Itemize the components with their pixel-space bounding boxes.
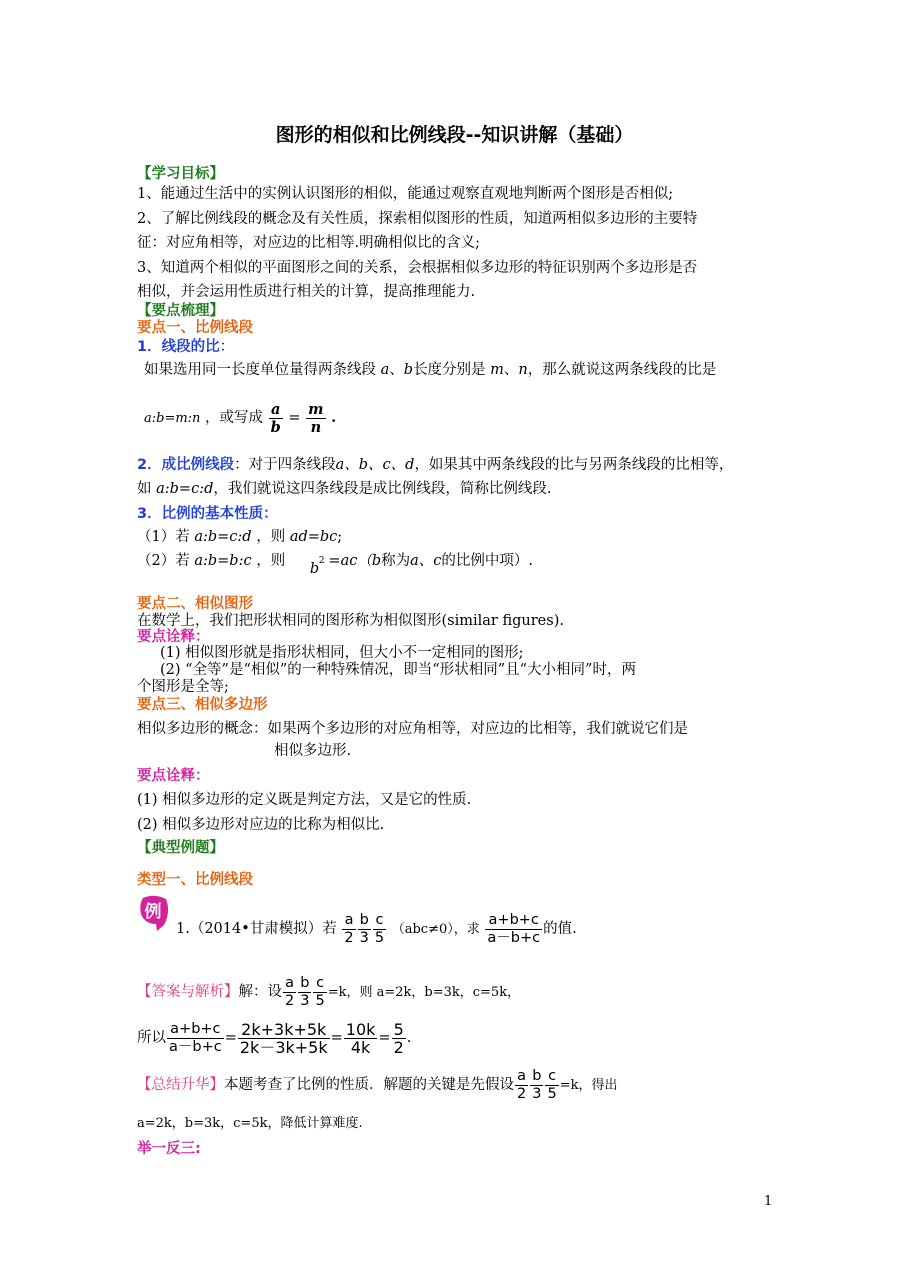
frac-c-5: $\frac{c}{5}$ [374,911,385,946]
point-3-note-2: (2) 相似多边形对应边的比称为相似比. [137,817,385,833]
solution-line: 所以 $\frac{a+b+c}{a-b+c}$ = $\frac{2k+3k+5k}{2k-3k+5k}$ = $\frac{10k}{4k}$ = $\frac{5}{2}$ . [137,1019,412,1057]
section-2-label: 2．成比例线段 [137,457,235,473]
section-1-text [144,360,716,380]
summary-heading: 【要点梳理】 [137,303,224,319]
t: 如 [137,481,152,497]
point-2-note-2b: 个图形是全等; [137,679,229,695]
frac-c-5: $\frac{c}{5}$ [547,1067,557,1102]
juyi-heading: 举一反三: [137,1141,201,1157]
point-2-text: 在数学上，我们把形状相同的图形称为相似图形(similar figures). [137,613,564,629]
t: 、 [389,362,404,378]
frac-a-2: $\frac{a}{2}$ [285,974,295,1009]
var-b: b [403,362,414,378]
point-2-heading: 要点二、相似图形 [137,596,253,612]
property-1: （1）若 a:b=c:d ，则 ad=bc; [137,529,343,545]
section-2-line-1 [137,455,733,475]
answer-label: 【答案与解析】 [137,984,239,1000]
ratio-expr: a:b=c:d [156,481,214,497]
t: ，那么就说这两条线段的比是 [527,362,717,378]
type-1-heading: 类型一、比例线段 [137,872,253,888]
example-badge-label: 例 [144,902,162,922]
example-1-question: 1.（2014•甘肃模拟）若 $\frac{a}{2}$ $\frac{b}{3}$ $\frac{c}{5}$ （abc≠0），求 $\frac{a+b+c}{a-b+c}$ 的值. [176,911,577,946]
section-1-title [137,337,234,357]
section-1-label: 1．线段的比 [137,339,220,355]
goal-2b: 征：对应角相等，对应边的比相等.明确相似比的含义; [137,235,480,251]
t: 对于四条线段 [248,457,336,473]
frac-a-2: $\frac{a}{2}$ [517,1067,527,1102]
summary-line: 【总结升华】本题考查了比例的性质．解题的关键是先假设 $\frac{a}{2}$ $\frac{b}{3}$ $\frac{c}{5}$ =k，得出 [137,1067,618,1102]
b-squared: b 2 [309,556,325,577]
answer-line: 【答案与解析】解：设 $\frac{a}{2}$ $\frac{b}{3}$ $\frac{c}{5}$ =k，则 a=2k，b=3k，c=5k， [137,974,521,1009]
var-m: m [490,362,504,378]
point-1-heading: 要点一、比例线段 [137,320,253,336]
point-2-note-heading: 要点诠释： [137,629,210,645]
frac-c-5: $\frac{c}{5}$ [315,974,325,1009]
frac-b-3: $\frac{b}{3}$ [532,1067,542,1102]
vars: a、b、c、d [335,457,415,473]
point-2-note-1: (1) 相似图形就是指形状相同，但大小不一定相同的图形; [160,645,524,661]
dot: . [331,409,337,426]
var-n: n [518,362,528,378]
goals-heading: 【学习目标】 [137,166,224,182]
t: 如果选用同一长度单位量得两条线段 [144,362,376,378]
t: ，或写成 [205,410,264,426]
goal-1: 1、能通过生活中的实例认识图形的相似，能通过观察直观地判断两个图形是否相似; [137,186,674,202]
property-2: （2）若 a:b=b:c ，则 b 2 =ac（b称为a、c的比例中项）. [137,553,534,577]
goal-3a: 3、知道两个相似的平面图形之间的关系，会根据相似多边形的特征识别两个多边形是否 [137,260,698,276]
section-1-colon: ： [219,339,235,355]
page-number: 1 [764,1194,773,1209]
goal-3b: 相似，并会运用性质进行相关的计算，提高推理能力. [137,284,476,300]
frac-b-3: $\frac{b}{3}$ [300,974,310,1009]
section-2-line-2 [137,479,551,499]
point-3-text-a: 相似多边形的概念：如果两个多边形的对应角相等，对应边的比相等，我们就说它们是 [137,721,688,737]
examples-heading: 【典型例题】 [137,840,224,856]
summary-label: 【总结升华】 [137,1077,224,1093]
var-a: a [380,362,390,378]
point-3-heading: 要点三、相似多边形 [137,697,268,713]
equals: = [288,410,301,426]
frac-target: $\frac{a+b+c}{a-b+c}$ [169,1020,222,1055]
frac-a-2: $\frac{a}{2}$ [344,911,354,946]
section-1-ratio [144,398,336,439]
fraction-a-b: $\frac{a}{b}$ [270,400,281,436]
frac-target: $\frac{a+b+c}{a-b+c}$ [487,911,541,946]
t: ： [234,457,249,473]
frac-10k-4k: $\frac{10k}{4k}$ [345,1019,376,1057]
section-3-title: 3．比例的基本性质： [137,506,278,522]
frac-expand: $\frac{2k+3k+5k}{2k-3k+5k}$ [239,1019,328,1057]
example-badge-icon [137,894,171,932]
point-3-text-b: 相似多边形. [274,743,352,759]
point-3-note-heading: 要点诠释： [137,768,210,784]
goal-2a: 2、了解比例线段的概念及有关性质，探索相似图形的性质，知道两相似多边形的主要特 [137,211,698,227]
summary-line-2: a=2k，b=3k，c=5k，降低计算难度. [137,1116,363,1131]
t: ，我们就说这四条线段是成比例线段，简称比例线段. [213,481,552,497]
point-2-note-2a: (2) “全等”是“相似”的一种特殊情况，即当“形状相同”且“大小相同”时，两 [160,662,636,678]
t: ，如果其中两条线段的比与另两条线段的比相等， [414,457,734,473]
point-3-note-1: (1) 相似多边形的定义既是判定方法，又是它的性质. [137,792,472,808]
page-title: 图形的相似和比例线段--知识讲解（基础） [275,124,634,146]
frac-5-2: $\frac{5}{2}$ [393,1019,404,1057]
fraction-m-n: $\frac{m}{n}$ [308,400,324,436]
ratio-expr: a:b=m:n [144,411,201,426]
frac-b-3: $\frac{b}{3}$ [359,911,369,946]
t: 长度分别是 [413,362,486,378]
t: 、 [503,362,519,378]
